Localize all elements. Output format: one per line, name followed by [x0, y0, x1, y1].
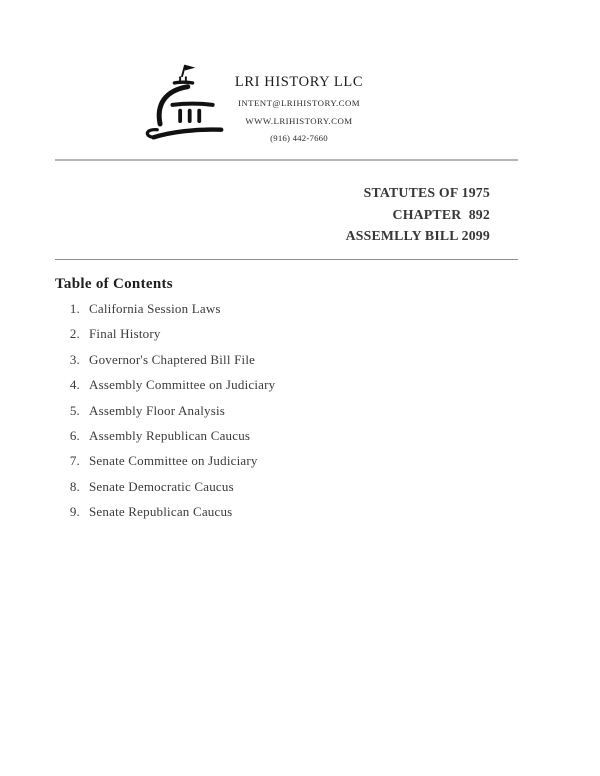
- toc-item: [62, 453, 275, 478]
- toc-item-number: 4.: [69, 377, 80, 393]
- company-website: WWW.LRIHISTORY.COM: [245, 115, 353, 126]
- divider-bottom: [55, 259, 518, 260]
- toc-item-number: 5.: [69, 402, 80, 418]
- toc-item-number: 9.: [69, 504, 80, 520]
- toc-item-label: Senate Committee on Judiciary: [89, 453, 258, 469]
- toc-list: [62, 301, 275, 530]
- toc-item: [62, 479, 275, 504]
- company-email: INTENT@LRIHISTORY.COM: [237, 98, 361, 108]
- toc-item-label: Assembly Floor Analysis: [89, 402, 226, 418]
- toc-item-number: 7.: [69, 453, 80, 469]
- toc-item-label: Final History: [89, 326, 161, 342]
- toc-item-label: Assembly Committee on Judiciary: [89, 377, 276, 393]
- toc-item-label: California Session Laws: [89, 301, 221, 316]
- company-phone: (916) 442-7660: [270, 133, 328, 143]
- toc-item: [62, 504, 275, 529]
- toc-item: [62, 428, 275, 453]
- divider-top: [55, 159, 518, 161]
- toc-item: [62, 403, 275, 428]
- toc-item-number: 2.: [69, 326, 80, 342]
- letterhead: [226, 74, 372, 151]
- toc-item: [62, 326, 275, 351]
- toc-item-label: Senate Democratic Caucus: [89, 478, 234, 494]
- statute-reference-block: [346, 182, 490, 247]
- toc-item-number: 8.: [69, 478, 80, 494]
- toc-item-number: 3.: [69, 351, 80, 367]
- toc-item-label: Governor's Chaptered Bill File: [89, 351, 256, 367]
- toc-item-label: Assembly Republican Caucus: [89, 427, 251, 443]
- toc-item: [62, 377, 275, 402]
- toc-item: [62, 301, 275, 326]
- chapter-line: CHAPTER 892: [392, 206, 490, 222]
- toc-item-label: Senate Republican Caucus: [89, 504, 233, 520]
- company-name: LRI HISTORY LLC: [234, 74, 364, 90]
- toc-item-number: 1.: [69, 301, 80, 316]
- toc-item: [62, 352, 275, 377]
- assembly-bill-line: ASSEMLLY BILL 2099: [345, 228, 490, 243]
- company-logo: [140, 60, 226, 144]
- capitol-dome-sketch-icon: [140, 60, 226, 144]
- toc-item-number: 6.: [69, 427, 80, 443]
- statutes-line: STATUTES OF 1975: [363, 185, 490, 200]
- toc-title: Table of Contents: [55, 276, 173, 292]
